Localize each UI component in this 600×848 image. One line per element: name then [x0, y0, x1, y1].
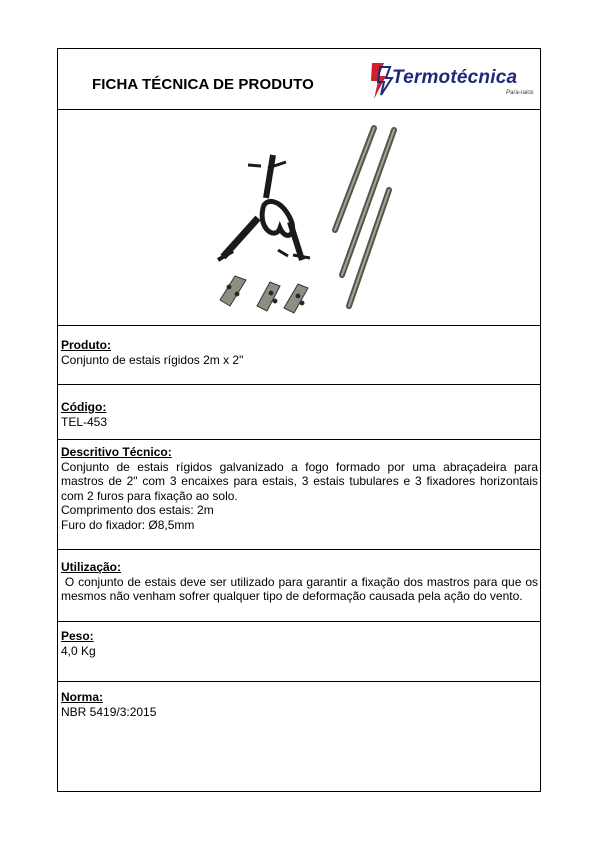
section-codigo [61, 400, 538, 429]
termotecnica-logo [366, 61, 536, 101]
logo-tagline: Para-raios [506, 90, 534, 96]
produto-label: Produto: [61, 338, 111, 352]
codigo-label: Código: [61, 400, 107, 414]
fixator-plates-image [220, 276, 308, 313]
product-photo [58, 110, 540, 325]
section-peso [61, 629, 538, 658]
divider [58, 439, 540, 440]
divider [58, 681, 540, 682]
spec-sheet-frame [57, 48, 541, 792]
section-produto [61, 338, 538, 367]
norma-label: Norma: [61, 690, 104, 704]
tubular-stays-image [335, 128, 394, 306]
produto-value: Conjunto de estais rígidos 2m x 2" [61, 352, 244, 367]
mast-clamp-image [218, 155, 310, 260]
header [58, 49, 540, 110]
logo-wordmark: Termotécnica [392, 67, 518, 88]
descritivo-hole: Furo do fixador: Ø8,5mm [61, 517, 195, 532]
divider [58, 549, 540, 550]
page-title: FICHA TÉCNICA DE PRODUTO [92, 76, 314, 93]
descritivo-paragraph: Conjunto de estais rígidos galvanizado a fogo formado por uma abraçadeira para mastros de 2" com 3 encaixes para estais, 3 estais tubulares e 3 fixadores horizontais com 2 furos para fixação ao solo. [61, 459, 538, 503]
divider [58, 621, 540, 622]
peso-label: Peso: [61, 629, 94, 643]
codigo-value: TEL-453 [61, 414, 108, 429]
section-utilizacao [61, 560, 542, 604]
norma-value: NBR 5419/3:2015 [61, 704, 157, 719]
peso-value: 4,0 Kg [61, 643, 96, 658]
descritivo-label: Descritivo Técnico: [61, 445, 172, 459]
utilizacao-value: O conjunto de estais deve ser utilizado para garantir a fixação dos mastros para que os mesmos não venham sofrer qualquer tipo de deformação causada pela ação do vento. [61, 574, 542, 603]
section-norma [61, 690, 538, 719]
utilizacao-label: Utilização: [61, 560, 122, 574]
divider [58, 325, 540, 326]
descritivo-length: Comprimento dos estais: 2m [61, 503, 214, 517]
section-descritivo [61, 445, 538, 532]
divider [58, 384, 540, 385]
